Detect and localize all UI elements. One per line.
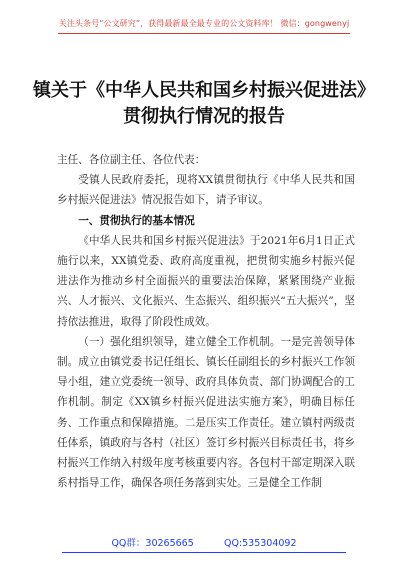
title-line-1: 镇关于《中华人民共和国乡村振兴促进法》: [33, 80, 375, 101]
document-title: [30, 78, 378, 130]
paragraph-1: 《中华人民共和国乡村振兴促进法》于2021年6月1日正式施行以来，XX镇党委、政府高度重视，把贯彻实施乡村振兴促进法作为推动乡村全面振兴的重要法治保障，紧紧围绕产业振兴、人才振兴、文化振兴、生态振兴、组织振兴“五大振兴”，坚持依法推进，取得了阶段性成效。: [57, 234, 355, 328]
header-banner: 关注头条号“公文研究”，获得最新最全最专业的公文资料库！ 微信：gongwenyj: [58, 19, 350, 28]
footer-qq-group: QQ群：30265665: [111, 538, 194, 549]
section-heading: 一、贯彻执行的基本情况: [78, 214, 195, 227]
paragraph-2: （一）强化组织领导，建立健全工作机制。一是完善领导体制。成立由镇党委书记任组长、镇长任副组长的乡村振兴工作领导小组，建立党委统一领导、政府具体负责、部门协调配合的工作机制。制定《XX镇乡村振兴促进法实施方案》，明确目标任务、工作重点和保障措施。二是压实工作责任。建立镇村两级责任体系，镇政府与各村（社区）签订乡村振兴目标责任书，将乡村振兴工作纳入村级年度考核重要内容。各包村干部定期深入联系村指导工作，确保各项任务落到实处。三是健全工作制: [57, 335, 355, 490]
footer-divider: [62, 552, 346, 553]
footer-qq-contact: QQ:535304092: [223, 538, 297, 549]
document-body: [57, 150, 355, 493]
salutation: 主任、各位副主任、各位代表：: [57, 154, 206, 166]
title-line-2: 贯彻执行情况的报告: [123, 106, 285, 127]
header-divider: [58, 33, 350, 34]
intro-paragraph: 受镇人民政府委托，现将XX镇贯彻执行《中华人民共和国乡村振兴促进法》情况报告如下，请予审议。: [57, 174, 355, 207]
footer-contact: [0, 535, 408, 549]
